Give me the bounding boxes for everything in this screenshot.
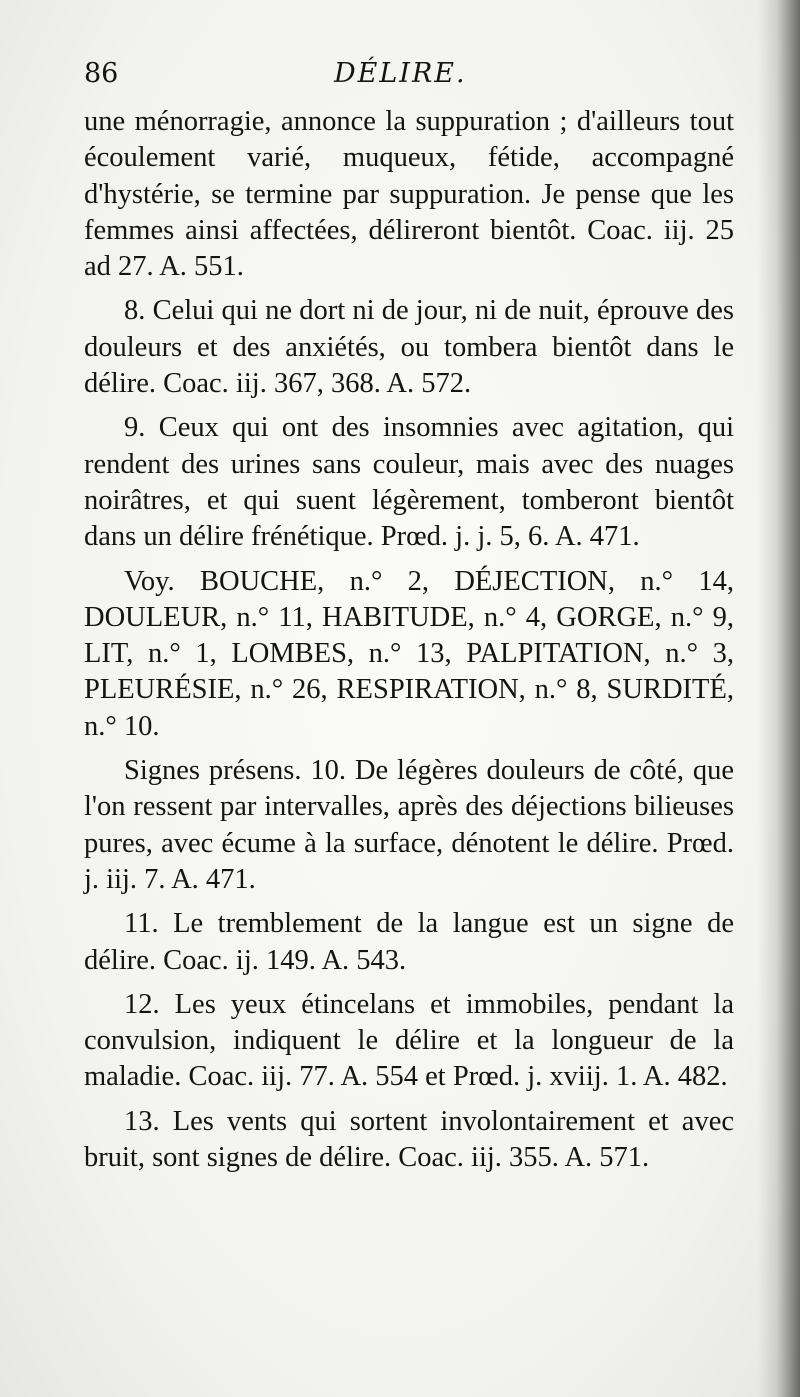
body-text [84,104,734,1176]
page-number: 86 [84,58,119,89]
page-header [84,58,734,104]
paragraph-continuation: une ménorragie, annonce la suppuration ; d'ailleurs tout écoulement varié, muqueux, fétide, accompagné d'hystérie, se termine par suppuration. Je pense que les femmes ainsi affectées, délireront bientôt. Coac. iij. 25 ad 27. A. 551. [84,106,734,283]
paragraph-13: 13. Les vents qui sortent involontairement et avec bruit, sont signes de délire. Coac. iij. 355. A. 571. [84,1105,734,1174]
paragraph-11: 11. Le tremblement de la langue est un signe de délire. Coac. ij. 149. A. 543. [84,908,734,976]
paragraph-8: 8. Celui qui ne dort ni de jour, ni de nuit, éprouve des douleurs et des anxiétés, ou tombera bientôt dans le délire. Coac. iij. 367, 368. A. 572. [84,295,734,400]
running-title: DÉLIRE. [334,58,467,89]
page-edge-shadow [758,0,800,1397]
paragraph-9: 9. Ceux qui ont des insomnies avec agitation, qui rendent des urines sans couleur, mais avec des nuages noirâtres, et qui suent légèrement, tomberont bientôt dans un délire frénétique. Prœd. j. j. 5, 6. A. 471. [84,412,734,553]
paragraph-10: Signes présens. 10. De légères douleurs de côté, que l'on ressent par intervalles, après des déjections bilieuses pures, avec écume à la surface, dénotent le délire. Prœd. j. iij. 7. A. 471. [84,755,734,895]
paragraph-voy: Voy. BOUCHE, n.° 2, DÉJECTION, n.° 14, DOULEUR, n.° 11, HABITUDE, n.° 4, GORGE, n.° 9, LIT, n.° 1, LOMBES, n.° 13, PALPITATION, n.° 3, PLEURÉSIE, n.° 26, RESPIRATION, n.° 8, SURDITÉ, n.° 10. [84,565,734,742]
paragraph-12: 12. Les yeux étincelans et immobiles, pendant la convulsion, indiquent le délire et la longueur de la maladie. Coac. iij. 77. A. 554 et Prœd. j. xviij. 1. A. 482. [84,988,734,1093]
